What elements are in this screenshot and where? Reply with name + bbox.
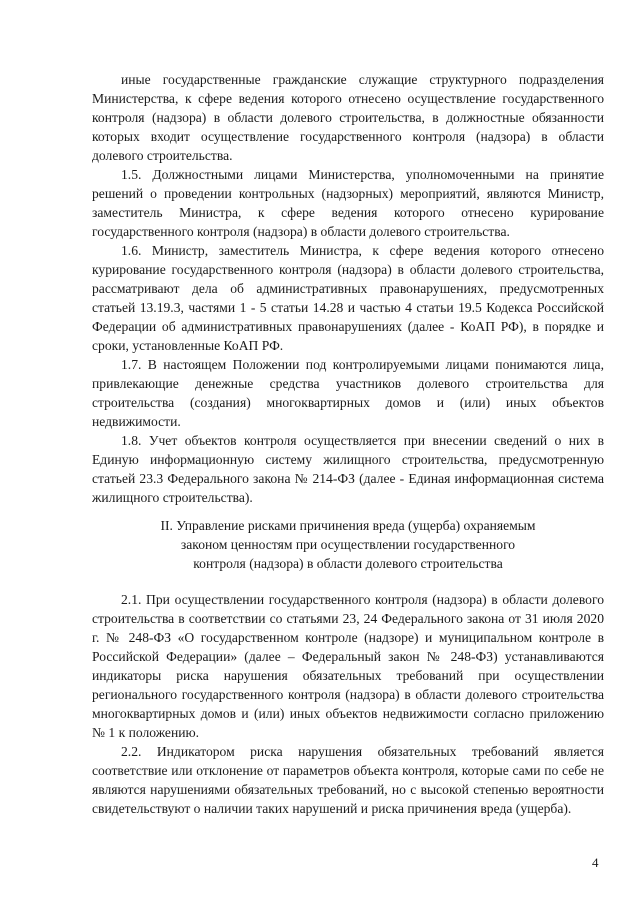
paragraph-1-5: 1.5. Должностными лицами Министерства, уполномоченными на принятие решений о проведении контрольных (надзорных) мероприятий, являются Министр, заместитель Министра, к сфере ведения которого отнесено курирование государственного контроля (надзора) в области долевого строительства. xyxy=(92,167,604,239)
paragraph-1-8: 1.8. Учет объектов контроля осуществляется при внесении сведений о них в Единую информационную систему жилищного строительства, предусмотренную статьей 23.3 Федерального закона № 214-ФЗ (далее - Единая информационная система жилищного строительства). xyxy=(92,433,604,505)
page-number: 4 xyxy=(592,855,599,870)
paragraph-1-6: 1.6. Министр, заместитель Министра, к сфере ведения которого отнесено курирование государственного контроля (надзора) в области долевого строительства, рассматривают дела об административных правонарушениях, предусмотренных статьей 13.19.3, частями 1 - 5 статьи 14.28 и частью 4 статьи 19.5 Кодекса Российской Федерации об административных правонарушениях (далее - КоАП РФ), в порядке и сроки, установленные КоАП РФ. xyxy=(92,243,604,353)
paragraph: иные государственные гражданские служащие структурного подразделения Министерства, к сфере ведения которого отнесено осуществление государственного контроля (надзора) в области долевого строительства, в должностные обязанности которых входит осуществление государственного контроля (надзора) в области долевого строительства. xyxy=(92,72,604,163)
paragraph-1-7: 1.7. В настоящем Положении под контролируемыми лицами понимаются лица, привлекающие денежные средства участников долевого строительства для строительства (создания) многоквартирных домов и (или) иных объектов недвижимости. xyxy=(92,357,604,429)
text-block-bottom xyxy=(92,590,604,818)
section-heading-line: II. Управление рисками причинения вреда (ущерба) охраняемым xyxy=(160,518,536,533)
section-heading-line: законом ценностям при осуществлении государственного xyxy=(180,537,516,552)
section-heading xyxy=(92,516,604,573)
paragraph-2-1: 2.1. При осуществлении государственного контроля (надзора) в области долевого строительства в соответствии со статьями 23, 24 Федерального закона от 31 июля 2020 г. № 248-ФЗ «О государственном контроле (надзоре) и муниципальном контроле в Российской Федерации» (далее – Федеральный закон № 248-ФЗ) устанавливаются индикаторы риска нарушения обязательных требований при осуществлении регионального государственного контроля (надзора) в области долевого строительства многоквартирных домов и (или) иных объектов недвижимости согласно приложению № 1 к положению. xyxy=(92,592,604,740)
paragraph-2-2: 2.2. Индикатором риска нарушения обязательных требований является соответствие или отклонение от параметров объекта контроля, которые сами по себе не являются нарушениями обязательных требований, но с высокой степенью вероятности свидетельствуют о наличии таких нарушений и риска причинения вреда (ущерба). xyxy=(92,744,604,816)
text-block-top xyxy=(92,70,604,507)
section-heading-line: контроля (надзора) в области долевого строительства xyxy=(193,556,503,571)
